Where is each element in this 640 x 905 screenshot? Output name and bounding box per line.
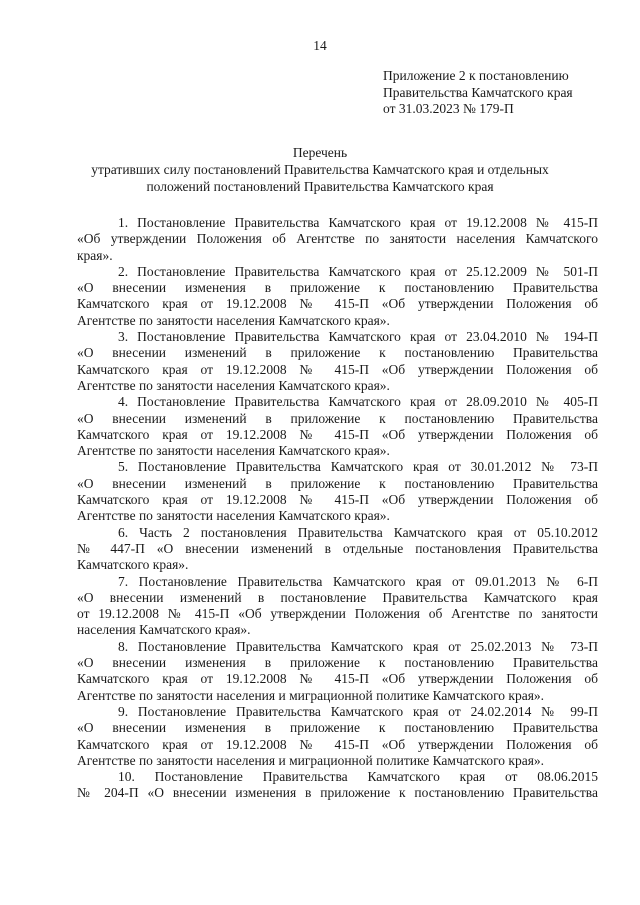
document-title <box>40 145 600 195</box>
appendix-header <box>383 68 573 118</box>
list-item-line: 7. Постановление Правительства Камчатского края от 09.01.2013 № 6-П <box>118 573 598 589</box>
list-item-line: 3. Постановление Правительства Камчатского края от 23.04.2010 № 194-П <box>118 329 598 345</box>
list-item-line: от 19.12.2008 № 415-П «Об утверждении Положения об Агентстве по занятости <box>77 606 598 622</box>
list-item-line: 4. Постановление Правительства Камчатского края от 28.09.2010 № 405-П <box>118 394 598 410</box>
list-item-line: Агентстве по занятости населения Камчатского края». <box>77 312 390 328</box>
list-item-line: «О внесении изменений в приложение к постановлению Правительства <box>77 345 598 361</box>
list-item-line: Камчатского края от 19.12.2008 № 415-П «Об утверждении Положения об <box>77 296 598 312</box>
list-item <box>77 215 598 264</box>
list-item <box>77 704 598 769</box>
list-item <box>77 574 598 639</box>
document-body <box>77 215 598 802</box>
title-line: положений постановлений Правительства Камчатского края <box>146 178 494 194</box>
list-item-line: «О внесении изменения в приложение к постановлению Правительства <box>77 280 598 296</box>
list-item-line: Агентстве по занятости населения и миграционной политике Камчатского края». <box>77 752 545 768</box>
list-item-line: «О внесении изменения в приложение к постановлению Правительства <box>77 720 598 736</box>
list-item <box>77 525 598 574</box>
list-item-line: Агентстве по занятости населения Камчатского края». <box>77 508 390 524</box>
appendix-line: Правительства Камчатского края <box>383 84 573 100</box>
list-item-line: 8. Постановление Правительства Камчатского края от 25.02.2013 № 73-П <box>118 638 598 654</box>
list-item-line: 1. Постановление Правительства Камчатского края от 19.12.2008 № 415-П <box>118 215 598 230</box>
title-line: Перечень <box>292 145 348 160</box>
list-item <box>77 639 598 704</box>
list-item <box>77 769 598 802</box>
list-item-line: «Об утверждении Положения об Агентстве по занятости населения Камчатского <box>77 231 598 247</box>
appendix-line: Приложение 2 к постановлению <box>383 68 569 83</box>
list-item <box>77 264 598 329</box>
list-item-line: Камчатского края от 19.12.2008 № 415-П «Об утверждении Положения об <box>77 426 598 442</box>
appendix-line: от 31.03.2023 № 179-П <box>383 101 514 116</box>
list-item-line: 5. Постановление Правительства Камчатского края от 30.01.2012 № 73-П <box>118 459 598 475</box>
list-item-line: 2. Постановление Правительства Камчатского края от 25.12.2009 № 501-П <box>118 263 598 279</box>
list-item-line: «О внесении изменения в приложение к постановлению Правительства <box>77 655 598 671</box>
list-item-line: Камчатского края от 19.12.2008 № 415-П «Об утверждении Положения об <box>77 736 598 752</box>
title-line: утративших силу постановлений Правительства Камчатского края и отдельных <box>91 161 549 177</box>
list-item-line: № 204-П «О внесении изменения в приложение к постановлению Правительства <box>77 785 598 801</box>
list-item-line: «О внесении изменений в приложение к постановлению Правительства <box>77 475 598 491</box>
list-item-line: 10. Постановление Правительства Камчатского края от 08.06.2015 <box>118 769 598 785</box>
list-item-line: Агентстве по занятости населения Камчатского края». <box>77 377 390 393</box>
list-item-line: края». <box>77 247 113 263</box>
list-item-line: «О внесении изменений в постановление Правительства Камчатского края <box>77 589 598 605</box>
list-item-line: 9. Постановление Правительства Камчатского края от 24.02.2014 № 99-П <box>118 703 598 719</box>
list-item-line: «О внесении изменений в приложение к постановлению Правительства <box>77 410 598 426</box>
page-number: 14 <box>313 38 327 53</box>
list-item <box>77 459 598 524</box>
list-item-line: Агентстве по занятости населения Камчатского края». <box>77 443 390 459</box>
list-item-line: Камчатского края от 19.12.2008 № 415-П «Об утверждении Положения об <box>77 361 598 377</box>
list-item-line: Агентстве по занятости населения и миграционной политике Камчатского края». <box>77 687 545 703</box>
list-item <box>77 394 598 459</box>
list-item-line: № 447-П «О внесении изменений в отдельные постановления Правительства <box>77 540 598 556</box>
list-item-line: Камчатского края». <box>77 557 189 573</box>
list-item-line: Камчатского края от 19.12.2008 № 415-П «Об утверждении Положения об <box>77 492 598 508</box>
list-item <box>77 329 598 394</box>
list-item-line: населения Камчатского края». <box>77 622 251 638</box>
list-item-line: Камчатского края от 19.12.2008 № 415-П «Об утверждении Положения об <box>77 671 598 687</box>
list-item-line: 6. Часть 2 постановления Правительства Камчатского края от 05.10.2012 <box>118 524 598 540</box>
